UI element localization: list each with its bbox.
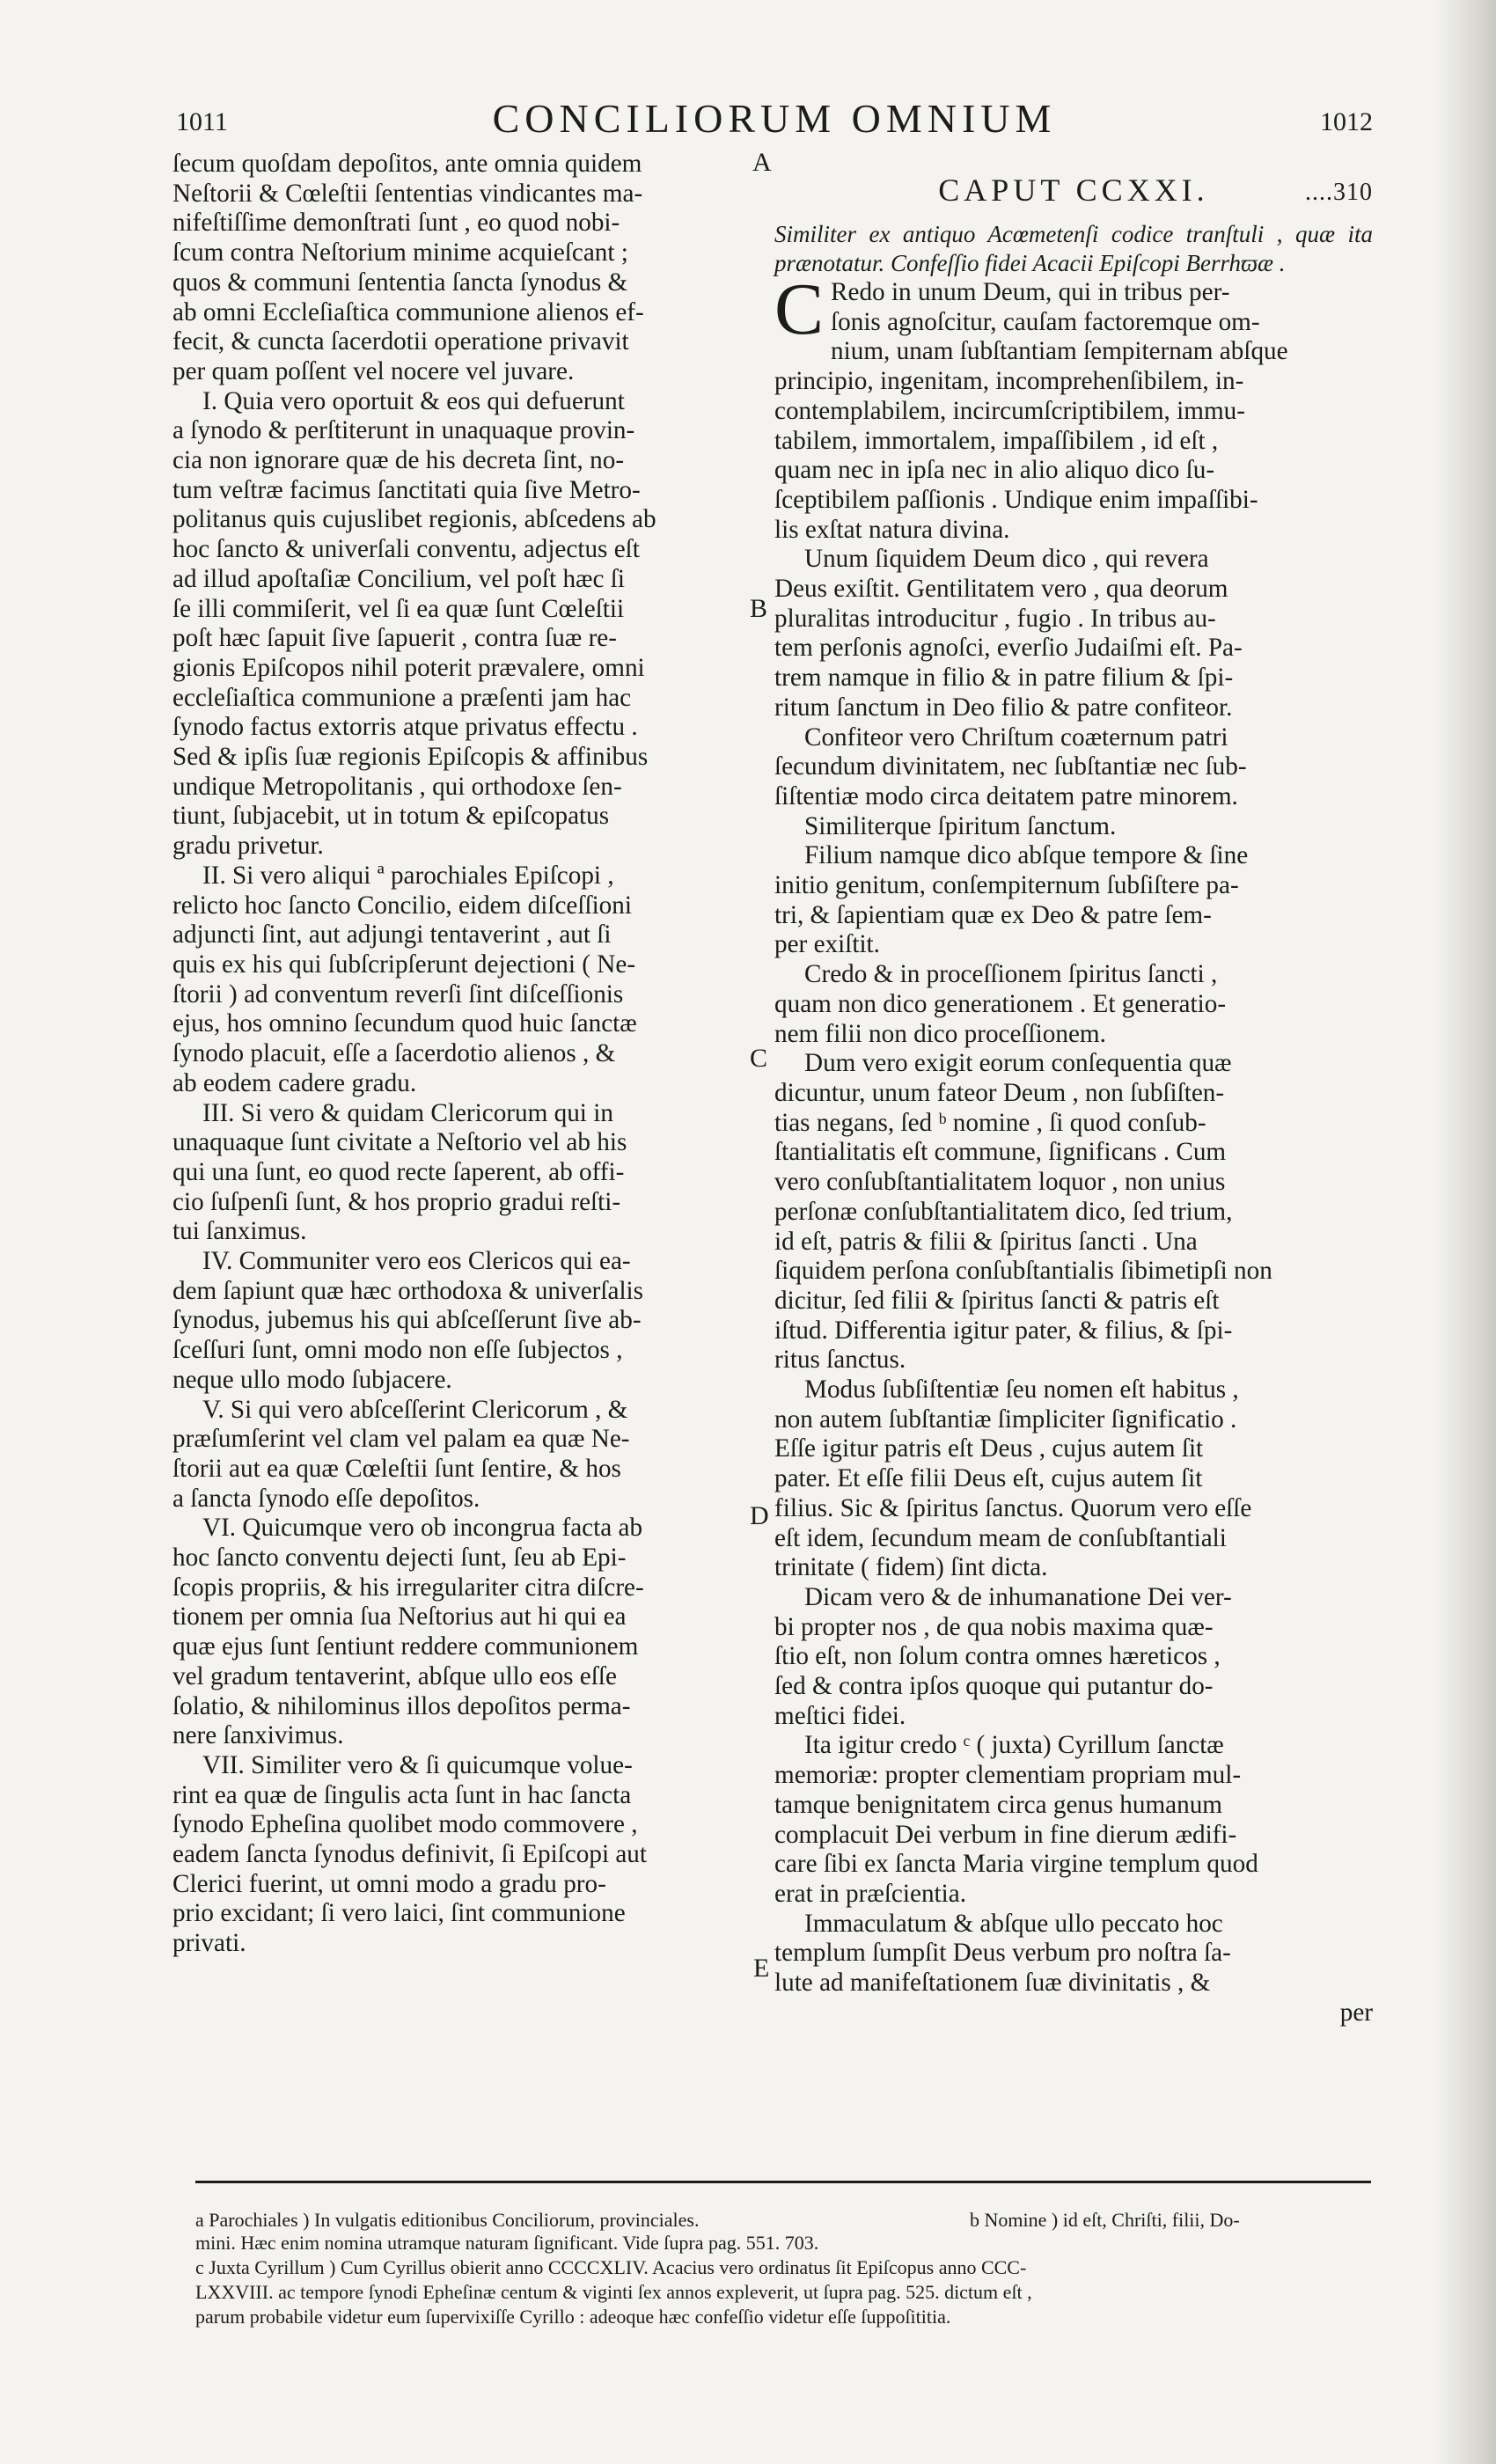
margin-letter-b: B — [750, 594, 768, 623]
text-line: ſcopis propriis, & his irregulariter citra diſcre- — [172, 1573, 644, 1602]
text-line: præſumſerint vel clam vel palam ea quæ Ne- — [172, 1425, 630, 1454]
footnote-a-line1: a Parochiales ) In vulgatis editionibus Conciliorum, provinciales. — [195, 2209, 700, 2231]
chapter-subtitle: Similiter ex antiquo Acœmetenſi codice tranſtuli , quæ ita prænotatur. Confeſſio fidei Acacii Epiſcopi Berrhϖæ . — [774, 221, 1373, 276]
text-line: vel gradum tentaverint, abſque ullo eos eſſe — [172, 1661, 617, 1690]
text-line: gradu privetur. — [172, 832, 324, 861]
text-line: Deus exiſtit. Gentilitatem vero , qua deorum — [774, 575, 1228, 604]
text-line: quam non dico generationem . Et generatio- — [774, 989, 1227, 1018]
paragraph — [172, 1514, 744, 1751]
margin-letter-e: E — [753, 1954, 770, 1983]
text-line: Eſſe igitur patris eſt Deus , cujus autem ſit — [774, 1434, 1204, 1463]
text-line: Filium namque dico abſque tempore & ſine — [804, 841, 1249, 870]
text-line: Neſtorii & Cœleſtii ſententias vindicantes ma- — [172, 179, 643, 208]
text-line: relicto hoc ſancto Concilio, eidem diſceſſioni — [172, 891, 632, 920]
text-line: tabilem, immortalem, impaſſibilem , id eſt , — [774, 426, 1219, 455]
chapter-reference: ....310 — [1305, 179, 1373, 206]
text-line: quos & communi ſententia ſancta ſynodus & — [172, 268, 628, 297]
chapter-title: CAPUT CCXXI. — [938, 172, 1209, 208]
text-line: meſtici fidei. — [774, 1701, 906, 1730]
text-line: Immaculatum & abſque ullo peccato hoc — [804, 1909, 1223, 1938]
text-line: lis exſtat natura divina. — [774, 515, 1010, 544]
text-line: non autem ſubſtantiæ ſimpliciter ſignificatio . — [774, 1404, 1237, 1434]
text-line: ab eodem cadere gradu. — [172, 1068, 417, 1097]
paragraph — [774, 1049, 1373, 1375]
text-line: ſecum quoſdam depoſitos, ante omnia quidem — [172, 150, 642, 178]
paragraph — [774, 1583, 1373, 1732]
running-header — [176, 95, 1373, 148]
text-line: tias negans, ſed ᵇ nomine , ſi quod conſub- — [774, 1108, 1206, 1137]
text-line: ſcum contra Neſtorium minime acquieſcant ; — [172, 238, 628, 268]
right-column — [774, 150, 1373, 2028]
paragraph — [172, 1247, 744, 1396]
text-line: VII. Similiter vero & ſi quicumque volue- — [202, 1750, 633, 1779]
text-line: initio genitum, conſempiternum ſubſiſtere pa- — [774, 871, 1239, 900]
text-line: unaquaque ſunt civitate a Neſtorio vel ab his — [172, 1128, 627, 1157]
text-line: II. Si vero aliqui ª parochiales Epiſcopi , — [202, 861, 614, 890]
text-line: dicitur, ſed filii & ſpiritus ſancti & patris eſt — [774, 1286, 1220, 1315]
text-line: tri, & ſapientiam quæ ex Deo & patre ſem- — [774, 900, 1212, 929]
paragraph — [774, 1375, 1373, 1583]
text-line: neque ullo modo ſubjacere. — [172, 1365, 452, 1394]
text-line: Modus ſubſiſtentiæ ſeu nomen eſt habitus , — [804, 1375, 1239, 1404]
text-line: dicuntur, unum fateor Deum , non ſubſiſten- — [774, 1078, 1225, 1107]
text-line: iſtud. Differentia igitur pater, & filius, & ſpi- — [774, 1316, 1233, 1345]
text-line: tiunt, ſubjacebit, ut in totum & epiſcopatus — [172, 802, 610, 831]
footnote-c-line1: c Juxta Cyrillum ) Cum Cyrillus obierit anno CCCCXLIV. Acacius vero ordinatus ſit Epiſcopus anno CCC- — [195, 2256, 1027, 2278]
text-line: ſe illi commiſerit, vel ſi ea quæ ſunt Cœleſtii — [172, 594, 625, 623]
text-line: ſtio eſt, non ſolum contra omnes hæreticos , — [774, 1642, 1221, 1671]
text-line: pater. Et eſſe filii Deus eſt, cujus autem ſit — [774, 1464, 1203, 1493]
text-line: III. Si vero & quidam Clericorum qui in — [202, 1098, 613, 1127]
text-line: eadem ſancta ſynodus definivit, ſi Epiſcopi aut — [172, 1840, 648, 1869]
text-line: lute ad manifeſtationem ſuæ divinitatis , & — [774, 1969, 1211, 1998]
page-number-right: 1012 — [1320, 107, 1373, 136]
text-line: tum veſtræ facimus ſanctitati quia ſive Metro- — [172, 475, 641, 504]
text-line: poſt hæc ſapuit ſive ſapuerit , contra ſuæ re- — [172, 624, 617, 653]
text-line: rint ea quæ de ſingulis acta ſunt in hac ſancta — [172, 1780, 632, 1809]
running-title: CONCILIORUM OMNIUM — [492, 96, 1057, 141]
text-line: nifeſtiſſime demonſtrati ſunt , eo quod nobi- — [172, 209, 620, 238]
text-line: trinitate ( fidem) ſint dicta. — [774, 1553, 1048, 1582]
right-column-body — [774, 268, 1373, 1998]
text-line: erat in præſcientia. — [774, 1879, 967, 1908]
text-line: contemplabilem, incircumſcriptibilem, immu- — [774, 396, 1245, 425]
text-line: I. Quia vero oportuit & eos qui defuerunt — [202, 386, 625, 415]
text-line: Unum ſiquidem Deum dico , qui revera — [804, 545, 1209, 574]
text-line: Dicam vero & de inhumanatione Dei ver- — [804, 1582, 1232, 1611]
text-line: ſiſtentiæ modo circa deitatem patre minorem. — [774, 781, 1238, 810]
text-line: a ſancta ſynodo eſſe depoſitos. — [172, 1484, 480, 1513]
paragraph — [774, 841, 1373, 960]
text-line: eccleſiaſtica communione a præſenti jam hac — [172, 683, 632, 712]
text-line: Dum vero exigit eorum conſequentia quæ — [804, 1049, 1232, 1078]
text-line: ſynodo factus extorris atque privatus effectu . — [172, 713, 638, 742]
text-line: ſceſſuri ſunt, omni modo non eſſe ſubjectos , — [172, 1336, 623, 1365]
paragraph — [172, 387, 744, 862]
text-line: perſonæ conſubſtantialitatem dico, ſed trium, — [774, 1197, 1233, 1226]
text-line: Ita igitur credo ᶜ ( juxta) Cyrillum ſanctæ — [804, 1731, 1224, 1760]
text-line: quam nec in ipſa nec in alio aliquo dico ſu- — [774, 456, 1215, 485]
text-line: bi propter nos , de qua nobis maxima quæ- — [774, 1612, 1214, 1641]
text-line: ab omni Eccleſiaſtica communione alienos ef- — [172, 297, 644, 326]
text-line: pluralitas introducitur , fugio . In tribus au- — [774, 604, 1216, 633]
text-line: tionem per omnia ſua Neſtorius aut hi qui ea — [172, 1602, 627, 1632]
text-line: trem namque in filio & in patre filium & ſpi- — [774, 664, 1234, 693]
text-line: vero conſubſtantialitatem loquor , non unius — [774, 1168, 1226, 1197]
text-line: ſynodo Epheſina quolibet modo commovere , — [172, 1810, 638, 1839]
text-line: nium, unam ſubſtantiam ſempiternam abſque — [831, 337, 1288, 366]
text-line: ejus, hos omnino ſecundum quod huic ſanctæ — [172, 1009, 637, 1038]
margin-letter-a: A — [752, 148, 772, 177]
text-line: Credo & in proceſſionem ſpiritus ſancti , — [804, 960, 1218, 989]
text-line: qui una ſunt, eo quod recte ſaperent, ab offi- — [172, 1157, 625, 1186]
paragraph — [774, 268, 1373, 545]
paragraph — [774, 1731, 1373, 1909]
text-line: ſecundum divinitatem, nec ſubſtantiæ nec ſub- — [774, 752, 1247, 781]
text-line: care ſibi ex ſancta Maria virgine templum quod — [774, 1850, 1258, 1879]
text-line: ſolatio, & nihilominus illos depoſitos perma- — [172, 1691, 631, 1720]
text-line: ſtorii aut ea quæ Cœleſtii ſunt ſentire, & hos — [172, 1454, 621, 1483]
text-line: Clerici fuerint, ut omni modo a gradu pro- — [172, 1869, 606, 1898]
catchword: per — [1339, 1998, 1373, 2027]
text-line: complacuit Dei verbum in fine dierum ædifi- — [774, 1820, 1237, 1849]
text-line: memoriæ: propter clementiam propriam mul- — [774, 1761, 1242, 1790]
text-line: ſonis agnoſcitur, cauſam factoremque om- — [831, 307, 1260, 336]
margin-letter-c: C — [750, 1044, 768, 1073]
text-line: nere ſanxivimus. — [172, 1721, 344, 1750]
chapter-heading — [774, 172, 1373, 220]
paragraph — [774, 545, 1373, 722]
text-line: id eſt, patris & filii & ſpiritus ſancti . Una — [774, 1227, 1198, 1256]
footnote-b-line1: b Nomine ) id eſt, Chriſti, filii, Do- — [970, 2209, 1240, 2231]
text-line: ritum ſanctum in Deo filio & patre confiteor. — [774, 693, 1233, 722]
margin-letter-d: D — [750, 1501, 769, 1530]
paragraph — [774, 723, 1373, 812]
text-line: prio excidant; ſi vero laici, ſint communione — [172, 1899, 626, 1928]
text-line: ſynodo placuit, eſſe a ſacerdotio alienos , & — [172, 1039, 616, 1068]
text-line: per quam poſſent vel nocere vel juvare. — [172, 356, 575, 385]
paragraph — [172, 150, 744, 387]
drop-cap: C — [774, 268, 825, 350]
text-line: eſt idem, ſecundum meam de conſubſtantiali — [774, 1523, 1227, 1552]
footnote-c-line2: LXXVIII. ac tempore ſynodi Epheſinæ centum & viginti ſex annos expleverit, ut ſupra pag. 525. dictum eſt , — [195, 2281, 1032, 2303]
text-line: filius. Sic & ſpiritus ſanctus. Quorum vero eſſe — [774, 1493, 1252, 1522]
text-line: politanus quis cujuslibet regionis, abſcedens ab — [172, 505, 656, 534]
text-line: Sed & ipſis ſuæ regionis Epiſcopis & affinibus — [172, 743, 649, 772]
paragraph — [172, 1396, 744, 1514]
text-line: templum ſumpſit Deus verbum pro noſtra ſa- — [774, 1939, 1231, 1968]
paragraph — [172, 1099, 744, 1248]
page-edge-shadow — [1434, 0, 1496, 2464]
text-line: ad illud apoſtaſiæ Concilium, vel poſt hæc ſi — [172, 564, 625, 593]
text-line: ritus ſanctus. — [774, 1346, 906, 1375]
text-line: quis ex his qui ſubſcripſerunt dejectioni ( Ne- — [172, 950, 636, 979]
text-line: tui ſanximus. — [172, 1217, 307, 1246]
text-line: IV. Communiter vero eos Clericos qui ea- — [202, 1247, 631, 1276]
text-line: VI. Quicumque vero ob incongrua facta ab — [202, 1514, 643, 1543]
text-line: hoc ſancto & univerſali conventu, adjectus eſt — [172, 535, 640, 564]
text-line: quæ ejus ſunt ſentiunt reddere communionem — [172, 1632, 639, 1661]
paragraph — [774, 1910, 1373, 1998]
footnotes — [195, 2209, 1371, 2330]
text-line: a ſynodo & perſtiterunt in unaquaque provin- — [172, 416, 635, 445]
left-column — [172, 150, 744, 1959]
text-line: privati. — [172, 1929, 246, 1958]
text-line: ſtorii ) ad conventum reverſi ſint diſceſſionis — [172, 979, 624, 1008]
text-line: dem ſapiunt quæ hæc orthodoxa & univerſalis — [172, 1276, 644, 1305]
text-line: ſiquidem perſona conſubſtantialis ſibimetipſi non — [774, 1257, 1272, 1286]
footnote-rule — [195, 2181, 1371, 2183]
text-line: cia non ignorare quæ de his decreta ſint, no- — [172, 446, 625, 475]
text-line: ſceptibilem paſſionis . Undique enim impaſſibi- — [774, 485, 1258, 514]
text-line: nem filii non dico proceſſionem. — [774, 1019, 1106, 1048]
text-line: ſed & contra ipſos quoque qui putantur do- — [774, 1672, 1214, 1701]
text-line: tamque benignitatem circa genus humanum — [774, 1790, 1222, 1819]
footnote-a-line2: mini. Hæc enim nomina utramque naturam ſignificant. Vide ſupra pag. 551. 703. — [195, 2232, 819, 2254]
text-line: principio, ingenitam, incomprehenſibilem, in- — [774, 367, 1244, 396]
text-line: per exiſtit. — [774, 930, 880, 959]
text-line: ſtantialitatis eſt commune, ſignificans . Cum — [774, 1138, 1227, 1167]
paragraph — [172, 862, 744, 1099]
text-line: hoc ſancto conventu dejecti ſunt, ſeu ab Epi- — [172, 1544, 627, 1573]
footnote-c-line3: parum probabile videtur eum ſupervixiſſe Cyrillo : adeoque hæc confeſſio videtur eſſe ſuppoſititia. — [195, 2306, 951, 2328]
paragraph — [774, 812, 1373, 842]
text-line: Redo in unum Deum, qui in tribus per- — [831, 278, 1230, 306]
text-line: gionis Epiſcopos nihil poterit prævalere, omni — [172, 653, 645, 682]
text-line: Confiteor vero Chriſtum coæternum patri — [804, 722, 1228, 752]
paragraph — [172, 1751, 744, 1959]
text-line: adjuncti ſint, aut adjungi tentaverint , aut ſi — [172, 920, 612, 950]
text-line: tem perſonis agnoſci, everſio Judaiſmi eſt. Pa- — [774, 634, 1243, 663]
text-line: undique Metropolitanis , qui orthodoxe ſen- — [172, 772, 622, 801]
text-line: Similiterque ſpiritum ſanctum. — [804, 811, 1117, 840]
text-line: ſynodus, jubemus his qui abſceſſerunt ſive ab- — [172, 1306, 642, 1335]
page-number-left: 1011 — [176, 107, 228, 136]
text-line: cio ſuſpenſi ſunt, & hos proprio gradui reſti- — [172, 1187, 621, 1216]
text-line: V. Si qui vero abſceſſerint Clericorum , & — [202, 1395, 628, 1424]
paragraph — [774, 960, 1373, 1049]
text-line: fecit, & cuncta ſacerdotii operatione privavit — [172, 327, 629, 356]
